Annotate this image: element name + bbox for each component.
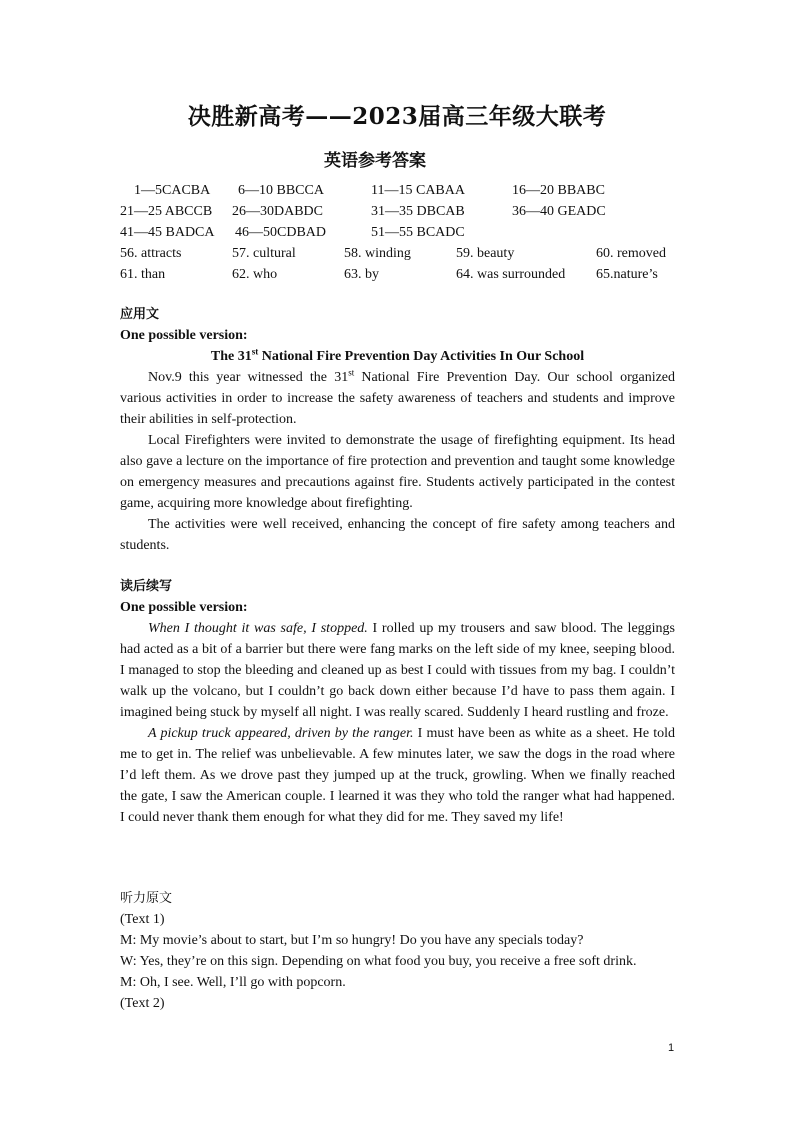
answer-item: 60. removed [596,246,666,261]
answer-group: 16—20 BBABC [512,183,605,198]
answer-group: 31—35 DBCAB [371,204,465,219]
answer-item: 58. winding [344,246,411,261]
answer-group: 46—50CDBAD [235,225,327,240]
version-label: One possible version: [120,600,248,615]
answer-item: 57. cultural [232,246,296,261]
paragraph-sup: st [348,367,355,378]
document-subtitle: 英语参考答案 [324,151,426,171]
section-heading: 应用文 [120,307,160,322]
essay-title-text: National Fire Prevention Day Activities In Our School [258,349,585,364]
transcript-line: (Text 1) [120,912,165,927]
answer-row [120,264,680,285]
answer-item: 63. by [344,267,379,282]
paragraph-lead: A pickup truck appeared, driven by the ranger. [148,726,414,741]
transcript-line: M: Oh, I see. Well, I’ll go with popcorn. [120,975,346,990]
essay-paragraph [120,367,675,430]
essay-paragraph [120,618,675,723]
transcript-line: M: My movie’s about to start, but I’m so hungry! Do you have any specials today? [120,933,584,948]
paragraph-lead: When I thought it was safe, I stopped. [148,621,368,636]
page-number: 1 [668,1042,675,1054]
answer-group: 6—10 BBCCA [238,183,324,198]
document-title: 决胜新高考——2023届高三年级大联考 [187,103,607,130]
answer-group: 11—15 CABAA [371,183,465,198]
answer-row [120,201,680,222]
answer-group: 26—30DABDC [232,204,324,219]
answer-row [120,222,680,243]
section-heading: 读后续写 [120,579,173,594]
section-heading: 听力原文 [120,891,173,906]
paragraph-text: I rolled up my trousers and saw blood. The leggings had acted as a bit of a barrier but there were fang marks on the left side of my knee, seeping blood. I managed to stop the bleeding and cleaned up as best I could with tissues from my bag. I couldn’t walk up the volcano, but I couldn’t go back down either because I’d have to pass them again. I imagined being stuck by myself all night. I was really scared. Suddenly I heard rustling and froze. [120,621,675,720]
answer-item: 56. attracts [120,246,182,261]
answer-row [120,243,680,264]
application-section [120,304,675,556]
essay-paragraph [120,723,675,828]
paragraph-text: National Fire Prevention Day. Our school organized various activities in order to increase the safety awareness of teachers and students and improve their abilities in self-protection. [120,370,676,427]
continuation-section [120,576,675,828]
answer-row [120,180,680,201]
answer-item: 61. than [120,267,166,282]
essay-title-sup: st [251,346,259,357]
essay-paragraph: The activities were well received, enhancing the concept of fire safety among teachers and students. [120,517,675,553]
answer-key [120,180,680,285]
answer-group: 41—45 BADCA [120,225,215,240]
version-label: One possible version: [120,328,248,343]
answer-group: 1—5CACBA [134,183,211,198]
answer-group: 51—55 BCADC [371,225,465,240]
answer-item: 65.nature’s [596,267,658,282]
transcript-line: W: Yes, they’re on this sign. Depending on what food you buy, you receive a free soft drink. [120,954,637,969]
answer-item: 62. who [232,267,278,282]
transcript-line: (Text 2) [120,996,165,1011]
paragraph-text: I must have been as white as a sheet. He told me to get in. The relief was unbelievable. A few minutes later, we saw the dogs in the road where I’d left them. As we drove past they jumped up at the truck, growling. When we finally reached the gate, I saw the American couple. I learned it was they who told the ranger what had happened. I could never thank them enough for what they did for me. They saved my life! [120,726,675,825]
answer-item: 64. was surrounded [456,267,566,282]
answer-group: 21—25 ABCCB [120,204,213,219]
paragraph-text: Nov.9 this year witnessed the 31 [148,370,349,385]
answer-group: 36—40 GEADC [512,204,606,219]
answer-item: 59. beauty [456,246,515,261]
essay-title-text: The 31 [210,349,252,364]
essay-paragraph: Local Firefighters were invited to demonstrate the usage of firefighting equipment. Its head also gave a lecture on the importance of fire protection and prevention and taught some knowledge on emergency measures and precautions against fire. Students actively participated in the contest game, acquiring more knowledge about firefighting. [120,433,675,511]
essay-title [120,346,675,367]
listening-section [120,888,675,1014]
